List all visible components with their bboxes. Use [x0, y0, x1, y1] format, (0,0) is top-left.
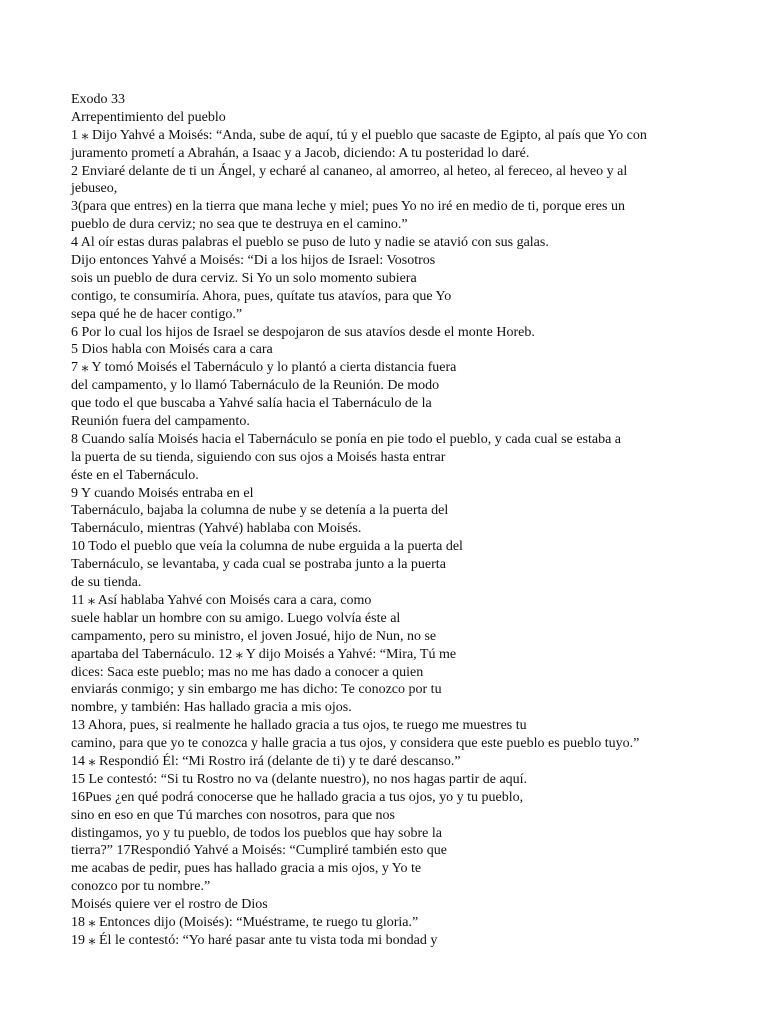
text-line: 5 Dios habla con Moisés cara a cara [71, 342, 273, 358]
text-line: tierra?” 17Respondió Yahvé a Moisés: “Cumpliré también esto que [71, 843, 447, 859]
text-line: 7 ⁎ Y tomó Moisés el Tabernáculo y lo plantó a cierta distancia fuera [71, 360, 457, 376]
text-line: distingamos, yo y tu pueblo, de todos los pueblos que hay sobre la [71, 825, 442, 841]
text-line: Tabernáculo, se levantaba, y cada cual se postraba junto a la puerta [71, 557, 446, 573]
text-line: Tabernáculo, bajaba la columna de nube y se detenía a la puerta del [71, 503, 449, 519]
text-line: éste en el Tabernáculo. [71, 467, 199, 483]
text-line: 1 ⁎ Dijo Yahvé a Moisés: “Anda, sube de aquí, tú y el pueblo que sacaste de Egipto, al país que Yo con [71, 127, 647, 143]
text-line: 16Pues ¿en qué podrá conocerse que he hallado gracia a tus ojos, yo y tu pueblo, [71, 789, 524, 805]
section-heading: Arrepentimiento del pueblo [71, 109, 226, 125]
text-line: juramento prometí a Abrahán, a Isaac y a Jacob, diciendo: A tu posteridad lo daré. [71, 145, 530, 161]
text-line: me acabas de pedir, pues has hallado gracia a mis ojos, y Yo te [71, 861, 422, 877]
text-line: 4 Al oír estas duras palabras el pueblo se puso de luto y nadie se atavió con sus galas. [71, 235, 549, 251]
text-line: 19 ⁎ Él le contestó: “Yo haré pasar ante tu vista toda mi bondad y [71, 932, 438, 948]
text-line: apartaba del Tabernáculo. 12 ⁎ Y dijo Moisés a Yahvé: “Mira, Tú me [71, 646, 457, 662]
text-line: 3(para que entres) en la tierra que mana leche y miel; pues Yo no iré en medio de ti, porque eres un [71, 199, 625, 215]
text-line: Tabernáculo, mientras (Yahvé) hablaba con Moisés. [71, 521, 362, 537]
text-line: contigo, te consumiría. Ahora, pues, quítate tus atavíos, para que Yo [71, 288, 452, 304]
text-line: 18 ⁎ Entonces dijo (Moisés): “Muéstrame, te ruego tu gloria.” [71, 914, 419, 930]
text-line: la puerta de su tienda, siguiendo con sus ojos a Moisés hasta entrar [71, 449, 446, 465]
text-line: sepa qué he de hacer contigo.” [71, 306, 243, 322]
text-line: camino, para que yo te conozca y halle gracia a tus ojos, y considera que este pueblo es pueblo tuyo.” [71, 736, 640, 752]
text-line: campamento, pero su ministro, el joven Josué, hijo de Nun, no se [71, 628, 437, 644]
text-line: nombre, y también: Has hallado gracia a mis ojos. [71, 700, 352, 716]
text-line: 6 Por lo cual los hijos de Israel se despojaron de sus atavíos desde el monte Horeb. [71, 324, 535, 340]
text-line: 8 Cuando salía Moisés hacia el Tabernáculo se ponía en pie todo el pueblo, y cada cual se estaba a [71, 431, 622, 447]
text-line: Dijo entonces Yahvé a Moisés: “Di a los hijos de Israel: Vosotros [71, 253, 436, 269]
text-line: dices: Saca este pueblo; mas no me has dado a conocer a quien [71, 664, 424, 680]
text-line: 2 Enviaré delante de ti un Ángel, y echaré al cananeo, al amorreo, al heteo, al fereceo, al heveo y al [71, 163, 628, 179]
text-line: 9 Y cuando Moisés entraba en el [71, 485, 254, 501]
text-line: Reunión fuera del campamento. [71, 414, 250, 430]
text-line: del campamento, y lo llamó Tabernáculo de la Reunión. De modo [71, 378, 440, 394]
document-title: Exodo 33 [71, 92, 126, 107]
text-line: 14 ⁎ Respondió Él: “Mi Rostro irá (delante de ti) y te daré descanso.” [71, 753, 461, 769]
text-line: 10 Todo el pueblo que veía la columna de nube erguida a la puerta del [71, 539, 463, 555]
text-line: sino en eso en que Tú marches con nosotros, para que nos [71, 807, 395, 823]
text-line: jebuseo, [71, 181, 118, 197]
document-text [71, 91, 751, 950]
text-line: pueblo de dura cerviz; no sea que te destruya en el camino.” [71, 217, 408, 233]
text-line: enviarás conmigo; y sin embargo me has dicho: Te conozco por tu [71, 682, 442, 698]
text-line: 15 Le contestó: “Si tu Rostro no va (delante nuestro), no nos hagas partir de aquí. [71, 771, 528, 787]
text-line: Moisés quiere ver el rostro de Dios [71, 897, 268, 913]
text-line: 11 ⁎ Así hablaba Yahvé con Moisés cara a cara, como [71, 592, 372, 608]
text-line: 13 Ahora, pues, si realmente he hallado gracia a tus ojos, te ruego me muestres tu [71, 718, 527, 734]
text-line: que todo el que buscaba a Yahvé salía hacia el Tabernáculo de la [71, 396, 432, 412]
text-line: sois un pueblo de dura cerviz. Si Yo un solo momento subiera [71, 270, 417, 286]
text-line: de su tienda. [71, 575, 142, 591]
document-body [71, 91, 751, 950]
text-line: suele hablar un hombre con su amigo. Luego volvía éste al [71, 610, 401, 626]
text-line: conozco por tu nombre.” [71, 879, 211, 895]
